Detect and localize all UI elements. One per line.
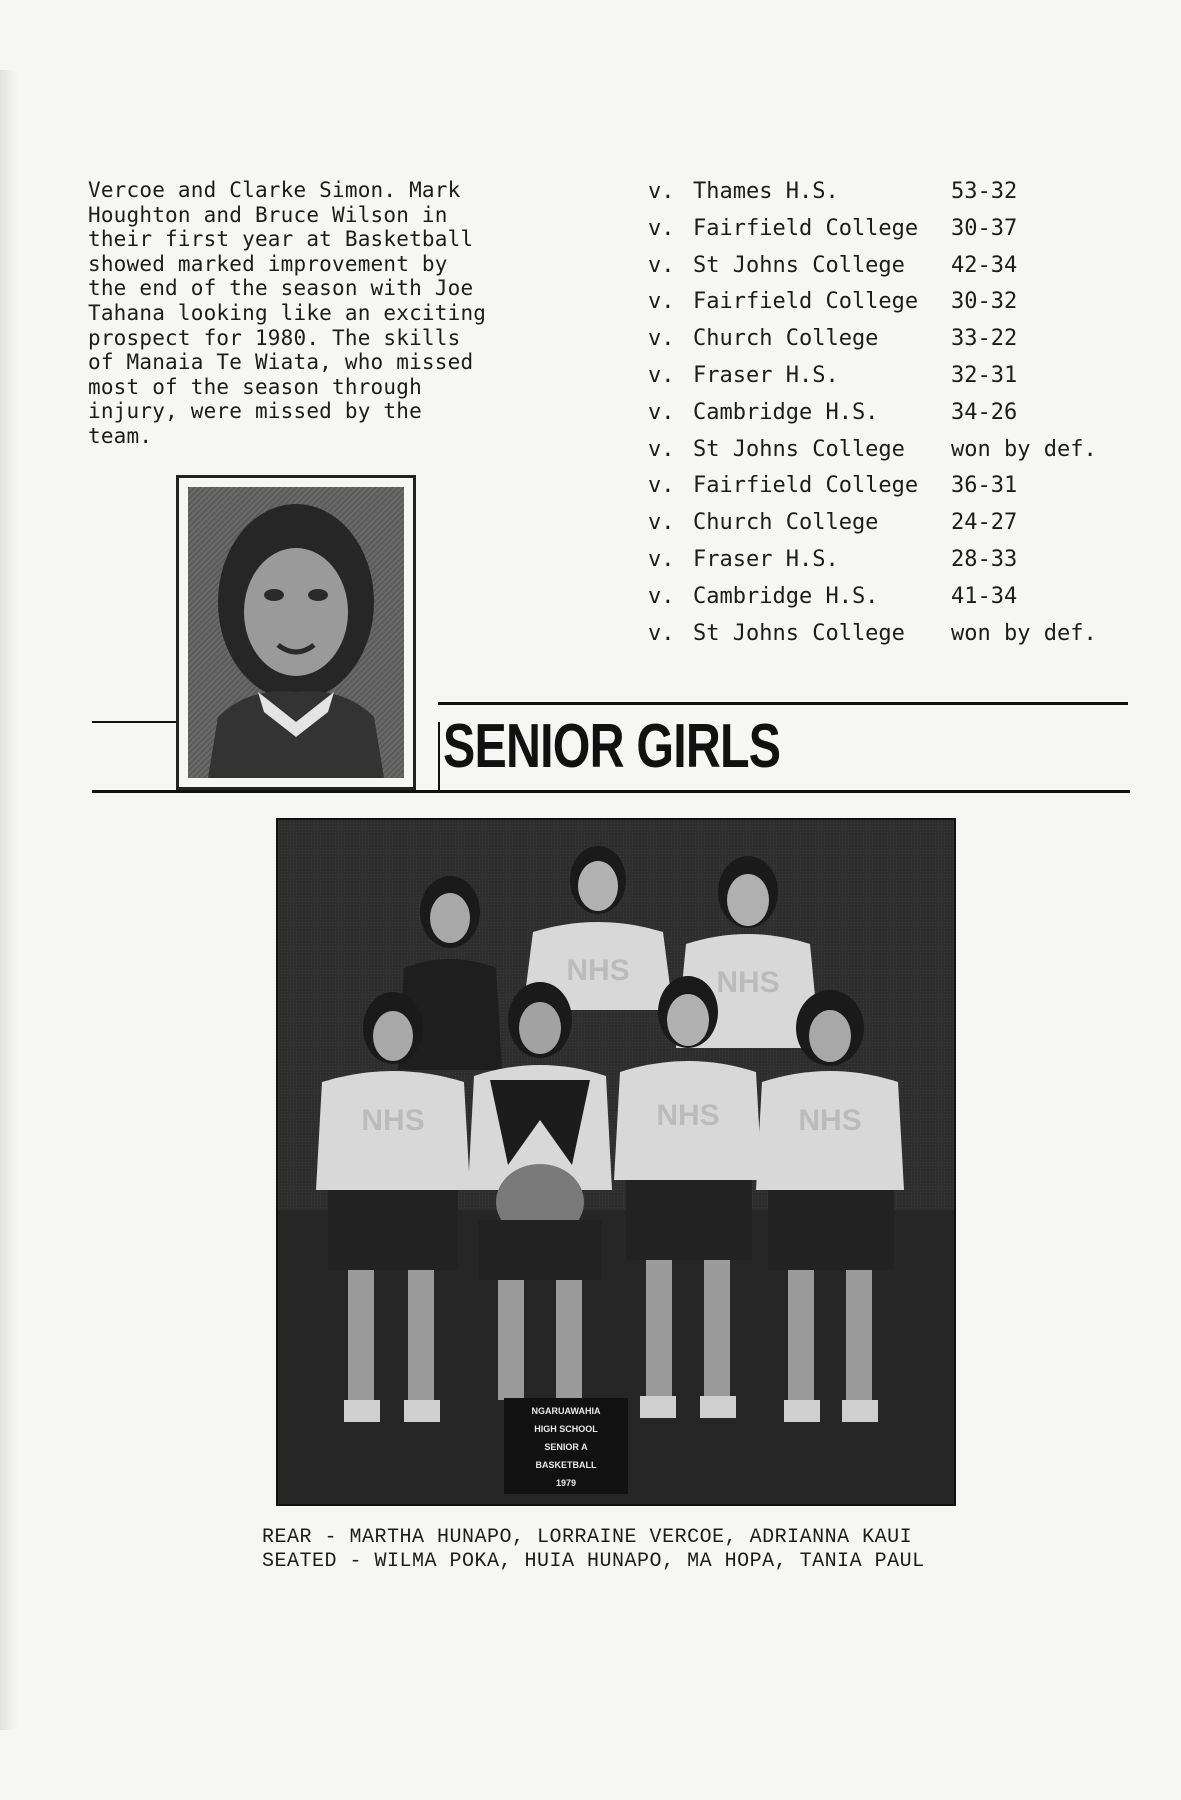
shirt-label: NHS [798,1104,862,1137]
result-opponent: Fairfield College [693,473,919,499]
team-sign-board [504,1398,628,1494]
result-prefix: v. [648,252,675,278]
photo-caption [262,1526,925,1574]
result-opponent: Thames H.S. [693,179,839,204]
result-row [648,509,1148,546]
portrait-illustration [188,487,404,778]
sign-line: 1979 [555,1478,577,1488]
heading-rule-divider [438,722,440,790]
result-row [648,362,1148,399]
result-score: won by def. [951,436,1097,462]
result-score: 36-31 [951,473,1018,499]
page-edge-shadow [0,70,18,1730]
team-photo-illustration [278,820,954,1504]
result-prefix: v. [648,289,675,315]
result-prefix: v. [648,362,675,388]
result-score: 33-22 [951,326,1018,352]
result-row [648,472,1148,509]
result-score: 24-27 [951,510,1018,536]
result-opponent: Fraser H.S. [693,362,839,388]
result-prefix: v. [648,179,675,204]
result-row [648,546,1148,583]
result-row [648,252,1148,289]
result-score: 30-37 [951,215,1018,241]
sign-line: BASKETBALL [535,1460,597,1470]
heading-rule-left [92,721,178,723]
result-row [648,178,1148,215]
sign-line: HIGH SCHOOL [534,1424,598,1434]
results-list [648,178,1148,656]
team-photo [276,818,956,1506]
result-prefix: v. [648,215,675,241]
result-prefix: v. [648,436,675,462]
shirt-label: NHS [716,966,780,999]
result-opponent: St Johns College [693,620,905,646]
result-score: 28-33 [951,546,1018,572]
result-prefix: v. [648,473,675,499]
portrait-photo-frame [176,475,416,790]
caption-rear: REAR - MARTHA HUNAPO, LORRAINE VERCOE, ADRIANNA KAUI [262,1526,913,1549]
result-opponent: Cambridge H.S. [693,399,879,425]
result-opponent: Church College [693,326,879,352]
heading-rule-bottom [92,790,1130,793]
result-row [648,399,1148,436]
result-score: 53-32 [951,179,1018,204]
shirt-label: NHS [656,1099,720,1132]
result-score: 42-34 [951,252,1018,278]
result-row [648,325,1148,362]
portrait-photo [188,487,404,778]
result-prefix: v. [648,583,675,609]
shirt-label: NHS [361,1104,425,1137]
result-score: won by def. [951,620,1097,646]
intro-paragraph: Vercoe and Clarke Simon. Mark Houghton and Bruce Wilson in their first year at Basketball showed marked improvement by the end of the season with Joe Tahana looking like an exciting prospect for 1980. The skills of Manaia Te Wiata, who missed most of the season through injury, were missed by the team. [88,178,487,448]
result-prefix: v. [648,510,675,536]
result-score: 34-26 [951,399,1018,425]
shirt-label: NHS [566,954,630,987]
result-row [648,583,1148,620]
result-prefix: v. [648,620,675,646]
sign-line: SENIOR A [544,1442,588,1452]
result-row [648,436,1148,473]
heading-rule-top [438,702,1128,705]
caption-seated: SEATED - WILMA POKA, HUIA HUNAPO, MA HOPA, TANIA PAUL [262,1550,925,1573]
result-row [648,215,1148,252]
result-row [648,288,1148,325]
result-opponent: Fairfield College [693,289,919,315]
result-opponent: St Johns College [693,252,905,278]
result-opponent: Cambridge H.S. [693,583,879,609]
result-opponent: Church College [693,510,879,536]
result-opponent: Fairfield College [693,215,919,241]
sign-line: NGARUAWAHIA [531,1406,601,1416]
result-opponent: St Johns College [693,436,905,462]
result-prefix: v. [648,546,675,572]
result-prefix: v. [648,399,675,425]
result-opponent: Fraser H.S. [693,546,839,572]
result-score: 32-31 [951,362,1018,388]
result-row [648,620,1148,657]
section-title: SENIOR GIRLS [443,712,781,781]
result-score: 41-34 [951,583,1018,609]
result-score: 30-32 [951,289,1018,315]
result-prefix: v. [648,326,675,352]
